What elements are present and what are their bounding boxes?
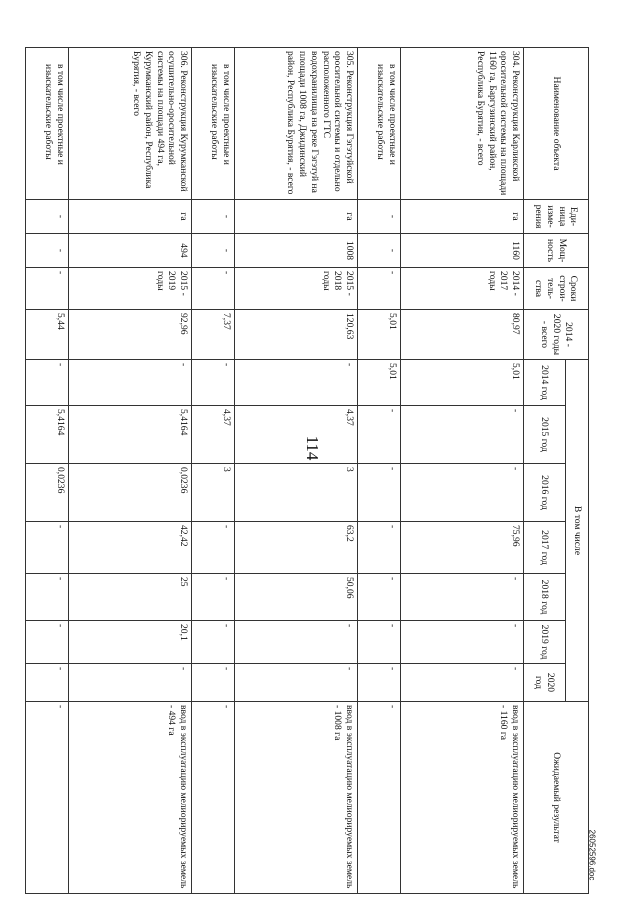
header-year: 2016 год [524,464,566,522]
year-cell: - [401,464,524,522]
year-cell: - [192,664,235,702]
year-cell: - [358,574,401,621]
year-cell: 4,37 [235,406,358,464]
terms-cell: - [26,268,69,310]
year-cell: 0,0236 [69,464,192,522]
object-name: 306. Реконструкция Курумканской осушительно-оросительной системы на площади 494 га, Курумканский район, Республика Бурятия, - всего [69,48,192,200]
result-cell: - [26,702,69,894]
year-cell: 5,4164 [69,406,192,464]
terms-cell: 2015 - 2018 годы [235,268,358,310]
unit-cell: га [235,200,358,234]
year-cell: 5,01 [401,360,524,406]
result-cell: ввод в эксплуатацию мелиорируемых земель - 1008 га [235,702,358,894]
table-row [401,48,524,894]
header-year: 2018 год [524,574,566,621]
year-cell: 63,2 [235,522,358,574]
terms-cell: - [192,268,235,310]
total-cell: 7,37 [192,310,235,360]
capacity-cell: 494 [69,234,192,268]
object-name: 304. Реконструкция Карликской оросительной системы на площади 1160 га, Баргузинский район, Республика Бурятия, - всего [401,48,524,200]
header-result: Ожидаемый результат [524,702,589,894]
year-cell: - [235,621,358,664]
unit-cell: га [69,200,192,234]
footer-document-code: 26052596.doc [587,829,597,881]
year-cell: - [358,464,401,522]
capacity-cell: - [26,234,69,268]
unit-cell: - [358,200,401,234]
header-name: Наименование объекта [524,48,589,200]
year-cell: - [26,360,69,406]
capacity-cell: 1160 [401,234,524,268]
total-cell: 80,97 [401,310,524,360]
result-cell: - [192,702,235,894]
capacity-cell: 1008 [235,234,358,268]
total-cell: 5,44 [26,310,69,360]
result-cell: ввод в эксплуатацию мелиорируемых земель - 1160 га [401,702,524,894]
header-total: 2014 - 2020 годы - всего [524,310,589,360]
capacity-cell: - [358,234,401,268]
year-cell: - [401,574,524,621]
year-cell: - [235,360,358,406]
result-cell: - [358,702,401,894]
result-cell: ввод в эксплуатацию мелиорируемых земель - 494 га [69,702,192,894]
table-row [235,48,358,894]
year-cell: - [69,360,192,406]
header-year: 2019 год [524,621,566,664]
header-year: 2020 год [524,664,566,702]
year-cell: 20,1 [69,621,192,664]
year-cell: - [192,522,235,574]
object-name: 305. Реконструкция Гэгэтуйской оросительной системы и отдельно расположенного ГТС водохранилища на реке Гэгэтуй на площади 1008 га, Джидинский район, Республика Бурятия, - всего [235,48,358,200]
capacity-cell: - [192,234,235,268]
year-cell: - [69,664,192,702]
total-cell: 92,96 [69,310,192,360]
year-cell: 3 [235,464,358,522]
unit-cell: - [26,200,69,234]
year-cell: - [401,406,524,464]
terms-cell: 2014 - 2017 годы [401,268,524,310]
year-cell: - [358,664,401,702]
year-cell: - [26,621,69,664]
year-cell: - [192,621,235,664]
header-year: 2017 год [524,522,566,574]
investment-table [25,47,589,894]
year-cell: 3 [192,464,235,522]
object-name: в том числе проектные и изыскательские работы [358,48,401,200]
year-cell: 4,37 [192,406,235,464]
year-cell: - [401,621,524,664]
total-cell: 5,01 [358,310,401,360]
object-name: в том числе проектные и изыскательские работы [192,48,235,200]
rotated-page-content [43,47,589,893]
header-terms: Сроки строи-тель-ства [524,268,589,310]
year-cell: - [358,522,401,574]
total-cell: 120,63 [235,310,358,360]
year-cell: 5,01 [358,360,401,406]
year-cell: - [358,406,401,464]
year-cell: 0,0236 [26,464,69,522]
header-unit: Еди-ница изме-рения [524,200,589,234]
object-name: в том числе проектные и изыскательские работы [26,48,69,200]
table-header [524,48,589,894]
table-row [192,48,235,894]
unit-cell: - [192,200,235,234]
header-year: 2015 год [524,406,566,464]
year-cell: - [26,574,69,621]
page-number: 114 [303,435,322,461]
unit-cell: га [401,200,524,234]
table-row [69,48,192,894]
year-cell: - [192,574,235,621]
header-year: 2014 год [524,360,566,406]
terms-cell: - [358,268,401,310]
year-cell: 42,42 [69,522,192,574]
year-cell: - [358,621,401,664]
year-cell: - [192,360,235,406]
table-row [26,48,69,894]
terms-cell: 2015 - 2019 годы [69,268,192,310]
year-cell: 75,96 [401,522,524,574]
year-cell: 25 [69,574,192,621]
year-cell: 5,4164 [26,406,69,464]
table-row [358,48,401,894]
year-cell: 50,06 [235,574,358,621]
year-cell: - [235,664,358,702]
year-cell: - [26,664,69,702]
year-cell: - [401,664,524,702]
year-cell: - [26,522,69,574]
header-including: В том числе [566,360,589,702]
table-frame [43,47,589,893]
header-capacity: Мощ-ность [524,234,589,268]
